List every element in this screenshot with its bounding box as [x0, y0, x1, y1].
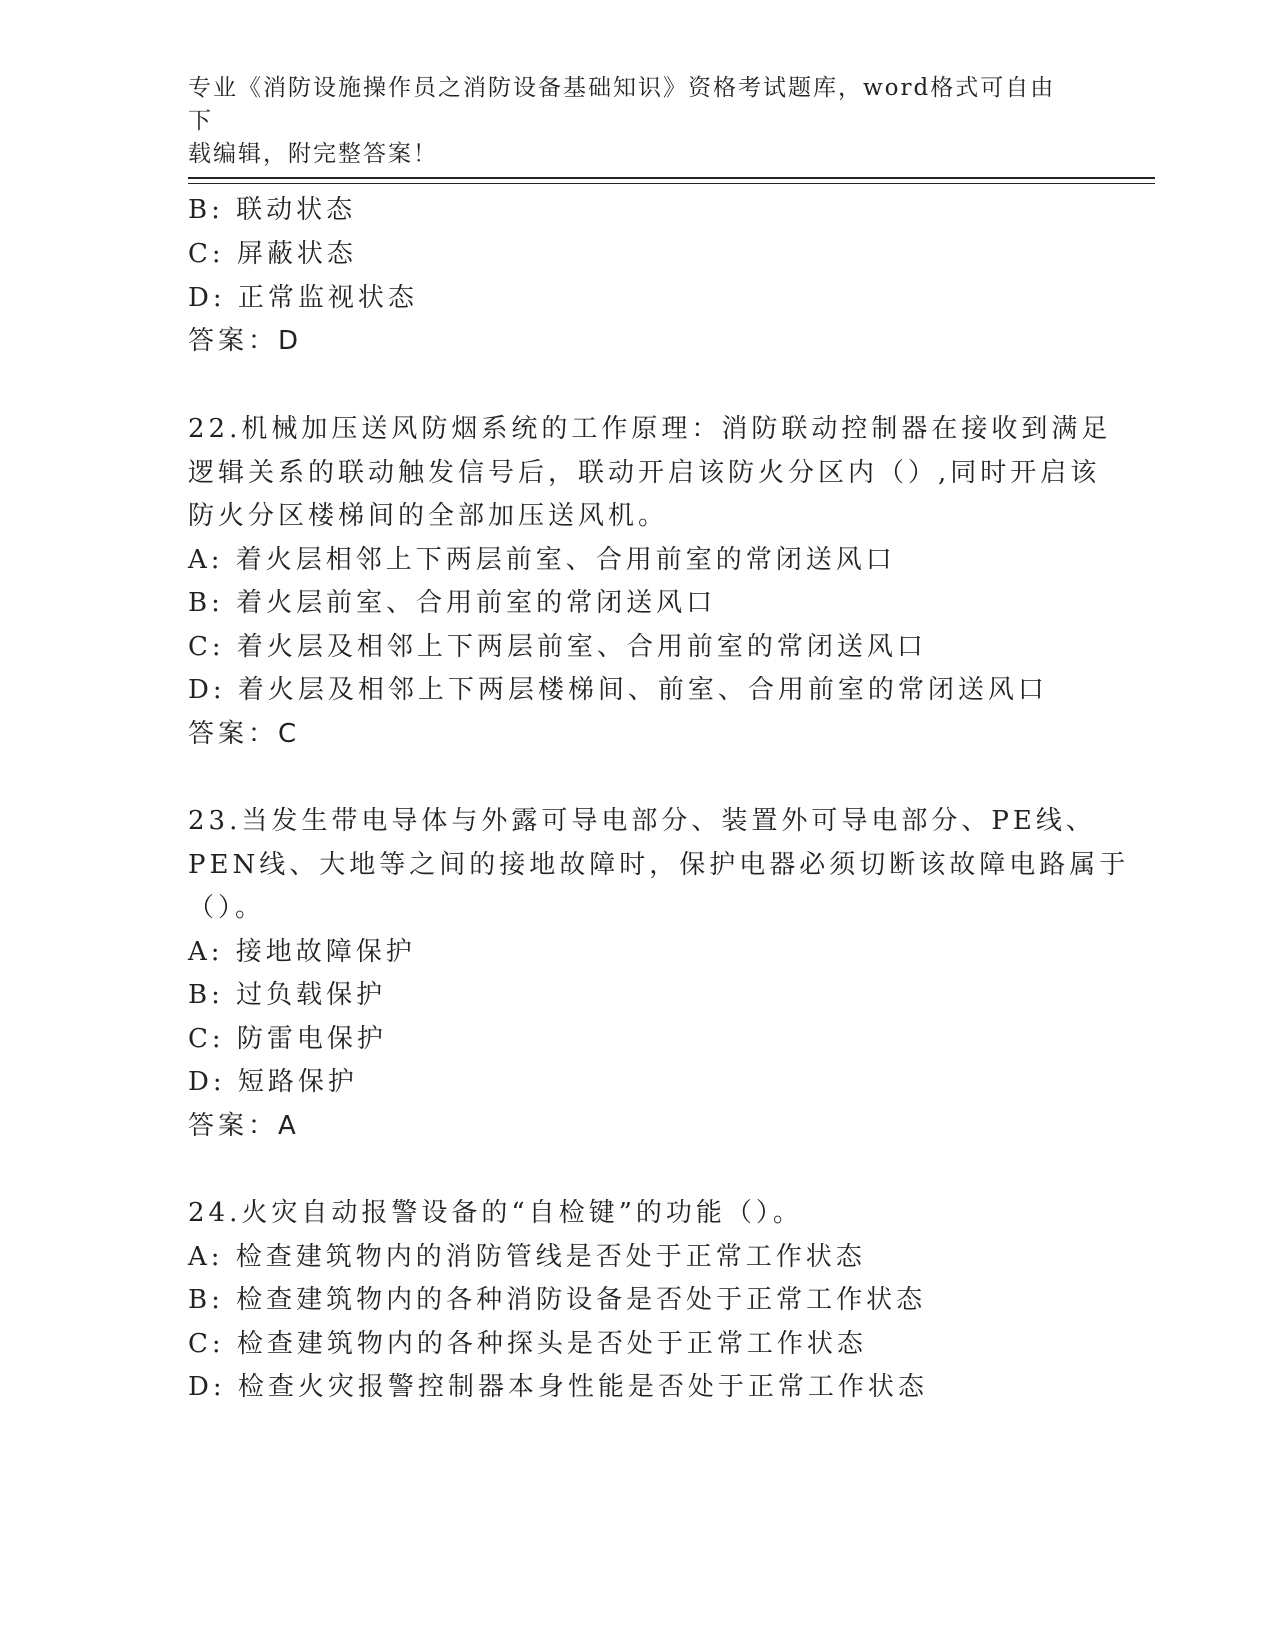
q22-option-a: A: 着火层相邻上下两层前室、合用前室的常闭送风口	[188, 545, 896, 575]
q23-stem-line-2: PEN线、大地等之间的接地故障时，保护电器必须切断该故障电路属于	[188, 850, 1130, 880]
q22-stem-line-1: 22.机械加压送风防烟系统的工作原理：消防联动控制器在接收到满足	[188, 414, 1112, 444]
q24-option-d: D: 检查火灾报警控制器本身性能是否处于正常工作状态	[188, 1372, 928, 1402]
header-divider-thin	[188, 183, 1155, 184]
header-divider-thick	[188, 177, 1155, 179]
q23-option-c: C: 防雷电保护	[188, 1024, 387, 1054]
q22-option-d: D: 着火层及相邻上下两层楼梯间、前室、合用前室的常闭送风口	[188, 675, 1048, 705]
q24-option-a: A: 检查建筑物内的消防管线是否处于正常工作状态	[188, 1242, 866, 1272]
q21-option-d: D: 正常监视状态	[188, 283, 418, 313]
q22-stem-line-2: 逻辑关系的联动触发信号后，联动开启该防火分区内（）,同时开启该	[188, 458, 1101, 488]
q22-option-b: B: 着火层前室、合用前室的常闭送风口	[188, 588, 717, 618]
q22-answer: 答案：C	[188, 719, 301, 749]
q21-option-b: B: 联动状态	[188, 195, 357, 225]
header-line-2: 载编辑，附完整答案！	[188, 141, 438, 167]
q24-stem-line-1: 24.火灾自动报警设备的“自检键”的功能（）。	[188, 1198, 803, 1228]
q24-option-c: C: 检查建筑物内的各种探头是否处于正常工作状态	[188, 1329, 867, 1359]
q23-stem-line-3: （）。	[188, 893, 266, 923]
q23-answer: 答案：A	[188, 1111, 300, 1141]
q23-stem-line-1: 23.当发生带电导体与外露可导电部分、装置外可导电部分、PE线、	[188, 806, 1096, 836]
q21-answer: 答案：D	[188, 326, 303, 356]
q23-option-b: B: 过负载保护	[188, 980, 387, 1010]
q22-stem-line-3: 防火分区楼梯间的全部加压送风机。	[188, 501, 669, 531]
q24-option-b: B: 检查建筑物内的各种消防设备是否处于正常工作状态	[188, 1285, 927, 1315]
q23-option-a: A: 接地故障保护	[188, 937, 416, 967]
q21-option-c: C: 屏蔽状态	[188, 239, 357, 269]
document-header	[188, 72, 1068, 171]
q23-option-d: D: 短路保护	[188, 1067, 358, 1097]
q22-option-c: C: 着火层及相邻上下两层前室、合用前室的常闭送风口	[188, 632, 927, 662]
header-line-1: 专业《消防设施操作员之消防设备基础知识》资格考试题库，word格式可自由下	[188, 75, 1056, 134]
